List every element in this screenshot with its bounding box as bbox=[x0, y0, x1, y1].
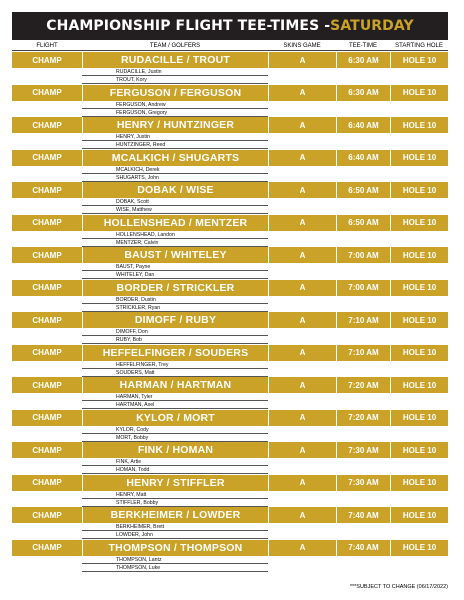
subject-to-change-note: ***SUBJECT TO CHANGE (06/17/2022) bbox=[349, 584, 448, 590]
team-name: MCALKICH / SHUGARTS bbox=[83, 150, 268, 166]
group-header-row bbox=[12, 475, 448, 491]
golfer-name: BAUST, Payne bbox=[82, 263, 268, 271]
golfer-name: STRICKLER, Ryan bbox=[82, 304, 268, 312]
group-header-row bbox=[12, 312, 448, 328]
golfer-name: MORT, Bobby bbox=[82, 434, 268, 442]
starting-hole-cell: HOLE 10 bbox=[391, 247, 448, 263]
group-header-row bbox=[12, 345, 448, 361]
col-tee-time: TEE-TIME bbox=[336, 41, 390, 51]
starting-hole-cell: HOLE 10 bbox=[391, 507, 448, 523]
golfer-name: HOLLENSHEAD, Landon bbox=[82, 231, 268, 239]
skins-game-cell: A bbox=[269, 117, 336, 133]
tee-group bbox=[12, 85, 448, 118]
col-team: TEAM / GOLFERS bbox=[82, 41, 268, 51]
starting-hole-cell: HOLE 10 bbox=[391, 410, 448, 426]
skins-game-cell: A bbox=[269, 150, 336, 166]
team-name: DIMOFF / RUBY bbox=[83, 312, 268, 328]
starting-hole-cell: HOLE 10 bbox=[391, 150, 448, 166]
flight-cell: CHAMP bbox=[12, 117, 82, 133]
starting-hole-cell: HOLE 10 bbox=[391, 442, 448, 458]
golfer-list bbox=[82, 296, 268, 312]
tee-group bbox=[12, 182, 448, 215]
tee-group bbox=[12, 410, 448, 443]
golfer-name: WHITELEY, Dan bbox=[82, 271, 268, 279]
tee-time-cell: 6:50 AM bbox=[337, 215, 390, 231]
golfer-list bbox=[82, 556, 268, 572]
golfer-list bbox=[82, 361, 268, 377]
team-name: FINK / HOMAN bbox=[83, 442, 268, 458]
team-name: DOBAK / WISE bbox=[83, 182, 268, 198]
golfer-list bbox=[82, 523, 268, 539]
starting-hole-cell: HOLE 10 bbox=[391, 475, 448, 491]
team-name: HENRY / HUNTZINGER bbox=[83, 117, 268, 133]
col-starting-hole: STARTING HOLE bbox=[390, 41, 448, 51]
skins-game-cell: A bbox=[269, 345, 336, 361]
team-name: BERKHEIMER / LOWDER bbox=[83, 507, 268, 523]
golfer-list bbox=[82, 231, 268, 247]
golfer-list bbox=[82, 328, 268, 344]
group-header-row bbox=[12, 52, 448, 68]
starting-hole-cell: HOLE 10 bbox=[391, 540, 448, 556]
tee-time-cell: 7:10 AM bbox=[337, 312, 390, 328]
golfer-name: DIMOFF, Don bbox=[82, 328, 268, 336]
group-header-row bbox=[12, 150, 448, 166]
golfer-name: HARTMAN, Axel bbox=[82, 401, 268, 409]
golfer-list bbox=[82, 166, 268, 182]
team-name: THOMPSON / THOMPSON bbox=[83, 540, 268, 556]
group-header-row bbox=[12, 442, 448, 458]
flight-cell: CHAMP bbox=[12, 247, 82, 263]
golfer-list bbox=[82, 491, 268, 507]
golfer-name: FERGUSON, Gregory bbox=[82, 109, 268, 117]
golfer-name: RUBY, Bob bbox=[82, 336, 268, 344]
title-day: SATURDAY bbox=[330, 18, 414, 34]
tee-group bbox=[12, 312, 448, 345]
col-skins: SKINS GAME bbox=[268, 41, 336, 51]
tee-time-cell: 6:30 AM bbox=[337, 52, 390, 68]
golfer-name: HEFFELFINGER, Trey bbox=[82, 361, 268, 369]
page-title bbox=[12, 12, 448, 40]
starting-hole-cell: HOLE 10 bbox=[391, 345, 448, 361]
tee-time-cell: 6:40 AM bbox=[337, 117, 390, 133]
golfer-list bbox=[82, 68, 268, 84]
golfer-name: KYLOR, Cody bbox=[82, 426, 268, 434]
tee-group bbox=[12, 117, 448, 150]
skins-game-cell: A bbox=[269, 410, 336, 426]
skins-game-cell: A bbox=[269, 312, 336, 328]
starting-hole-cell: HOLE 10 bbox=[391, 85, 448, 101]
skins-game-cell: A bbox=[269, 540, 336, 556]
group-header-row bbox=[12, 507, 448, 523]
golfer-name: FINK, Artie bbox=[82, 458, 268, 466]
flight-cell: CHAMP bbox=[12, 312, 82, 328]
golfer-name: HUNTZINGER, Reed bbox=[82, 141, 268, 149]
tee-group bbox=[12, 507, 448, 540]
golfer-name: MENTZER, Calvin bbox=[82, 239, 268, 247]
tee-group bbox=[12, 280, 448, 313]
golfer-name: WISE, Matthew bbox=[82, 206, 268, 214]
tee-group bbox=[12, 247, 448, 280]
group-header-row bbox=[12, 182, 448, 198]
group-header-row bbox=[12, 540, 448, 556]
skins-game-cell: A bbox=[269, 215, 336, 231]
group-header-row bbox=[12, 410, 448, 426]
starting-hole-cell: HOLE 10 bbox=[391, 280, 448, 296]
flight-cell: CHAMP bbox=[12, 540, 82, 556]
group-header-row bbox=[12, 85, 448, 101]
flight-cell: CHAMP bbox=[12, 52, 82, 68]
group-header-row bbox=[12, 247, 448, 263]
skins-game-cell: A bbox=[269, 182, 336, 198]
starting-hole-cell: HOLE 10 bbox=[391, 117, 448, 133]
skins-game-cell: A bbox=[269, 377, 336, 393]
starting-hole-cell: HOLE 10 bbox=[391, 312, 448, 328]
skins-game-cell: A bbox=[269, 247, 336, 263]
flight-cell: CHAMP bbox=[12, 442, 82, 458]
golfer-name: FERGUSON, Andrew bbox=[82, 101, 268, 109]
tee-group bbox=[12, 540, 448, 573]
team-name: HOLLENSHEAD / MENTZER bbox=[83, 215, 268, 231]
tee-group bbox=[12, 442, 448, 475]
starting-hole-cell: HOLE 10 bbox=[391, 377, 448, 393]
flight-cell: CHAMP bbox=[12, 475, 82, 491]
tee-group bbox=[12, 345, 448, 378]
team-name: HENRY / STIFFLER bbox=[83, 475, 268, 491]
team-name: KYLOR / MORT bbox=[83, 410, 268, 426]
golfer-list bbox=[82, 263, 268, 279]
tee-group bbox=[12, 215, 448, 248]
golfer-name: BERKHEIMER, Brett bbox=[82, 523, 268, 531]
skins-game-cell: A bbox=[269, 280, 336, 296]
flight-cell: CHAMP bbox=[12, 345, 82, 361]
tee-time-cell: 6:50 AM bbox=[337, 182, 390, 198]
flight-cell: CHAMP bbox=[12, 410, 82, 426]
tee-time-cell: 7:20 AM bbox=[337, 410, 390, 426]
tee-time-cell: 7:40 AM bbox=[337, 540, 390, 556]
flight-cell: CHAMP bbox=[12, 280, 82, 296]
tee-group bbox=[12, 52, 448, 85]
team-name: HARMAN / HARTMAN bbox=[83, 377, 268, 393]
golfer-name: THOMPSON, Lantz bbox=[82, 556, 268, 564]
starting-hole-cell: HOLE 10 bbox=[391, 215, 448, 231]
group-header-row bbox=[12, 215, 448, 231]
tee-group bbox=[12, 150, 448, 183]
golfer-list bbox=[82, 101, 268, 117]
tee-time-cell: 7:40 AM bbox=[337, 507, 390, 523]
team-name: BAUST / WHITELEY bbox=[83, 247, 268, 263]
team-name: RUDACILLE / TROUT bbox=[83, 52, 268, 68]
golfer-name: HENRY, Justin bbox=[82, 133, 268, 141]
golfer-list bbox=[82, 426, 268, 442]
tee-group bbox=[12, 475, 448, 508]
skins-game-cell: A bbox=[269, 507, 336, 523]
starting-hole-cell: HOLE 10 bbox=[391, 182, 448, 198]
group-header-row bbox=[12, 117, 448, 133]
tee-time-cell: 7:30 AM bbox=[337, 475, 390, 491]
skins-game-cell: A bbox=[269, 475, 336, 491]
skins-game-cell: A bbox=[269, 52, 336, 68]
team-name: FERGUSON / FERGUSON bbox=[83, 85, 268, 101]
skins-game-cell: A bbox=[269, 442, 336, 458]
golfer-name: HOMAN, Todd bbox=[82, 466, 268, 474]
tee-time-groups bbox=[12, 52, 448, 572]
golfer-name: MCALKICH, Derek bbox=[82, 166, 268, 174]
golfer-name: THOMPSON, Luke bbox=[82, 564, 268, 572]
flight-cell: CHAMP bbox=[12, 182, 82, 198]
tee-time-cell: 6:40 AM bbox=[337, 150, 390, 166]
flight-cell: CHAMP bbox=[12, 85, 82, 101]
golfer-list bbox=[82, 198, 268, 214]
golfer-list bbox=[82, 133, 268, 149]
tee-time-cell: 7:20 AM bbox=[337, 377, 390, 393]
golfer-name: SOUDERS, Matt bbox=[82, 369, 268, 377]
golfer-name: HENRY, Matt bbox=[82, 491, 268, 499]
golfer-name: DOBAK, Scott bbox=[82, 198, 268, 206]
tee-time-cell: 7:10 AM bbox=[337, 345, 390, 361]
golfer-list bbox=[82, 458, 268, 474]
flight-cell: CHAMP bbox=[12, 215, 82, 231]
tee-group bbox=[12, 377, 448, 410]
golfer-name: BORDER, Dustin bbox=[82, 296, 268, 304]
tee-time-cell: 7:00 AM bbox=[337, 247, 390, 263]
team-name: HEFFELFINGER / SOUDERS bbox=[83, 345, 268, 361]
golfer-name: SHUGARTS, John bbox=[82, 174, 268, 182]
flight-cell: CHAMP bbox=[12, 507, 82, 523]
flight-cell: CHAMP bbox=[12, 150, 82, 166]
column-header-row bbox=[12, 41, 448, 51]
golfer-name: TROUT, Kory bbox=[82, 76, 268, 84]
col-flight: FLIGHT bbox=[12, 41, 82, 51]
tee-time-cell: 7:00 AM bbox=[337, 280, 390, 296]
golfer-name: HARMAN, Tyler bbox=[82, 393, 268, 401]
title-main: CHAMPIONSHIP FLIGHT TEE-TIMES - bbox=[46, 18, 331, 34]
skins-game-cell: A bbox=[269, 85, 336, 101]
golfer-name: RUDACILLE, Justin bbox=[82, 68, 268, 76]
golfer-name: LOWDER, John bbox=[82, 531, 268, 539]
starting-hole-cell: HOLE 10 bbox=[391, 52, 448, 68]
flight-cell: CHAMP bbox=[12, 377, 82, 393]
group-header-row bbox=[12, 280, 448, 296]
golfer-list bbox=[82, 393, 268, 409]
group-header-row bbox=[12, 377, 448, 393]
tee-time-cell: 6:30 AM bbox=[337, 85, 390, 101]
golfer-name: STIFFLER, Bobby bbox=[82, 499, 268, 507]
tee-time-cell: 7:30 AM bbox=[337, 442, 390, 458]
team-name: BORDER / STRICKLER bbox=[83, 280, 268, 296]
